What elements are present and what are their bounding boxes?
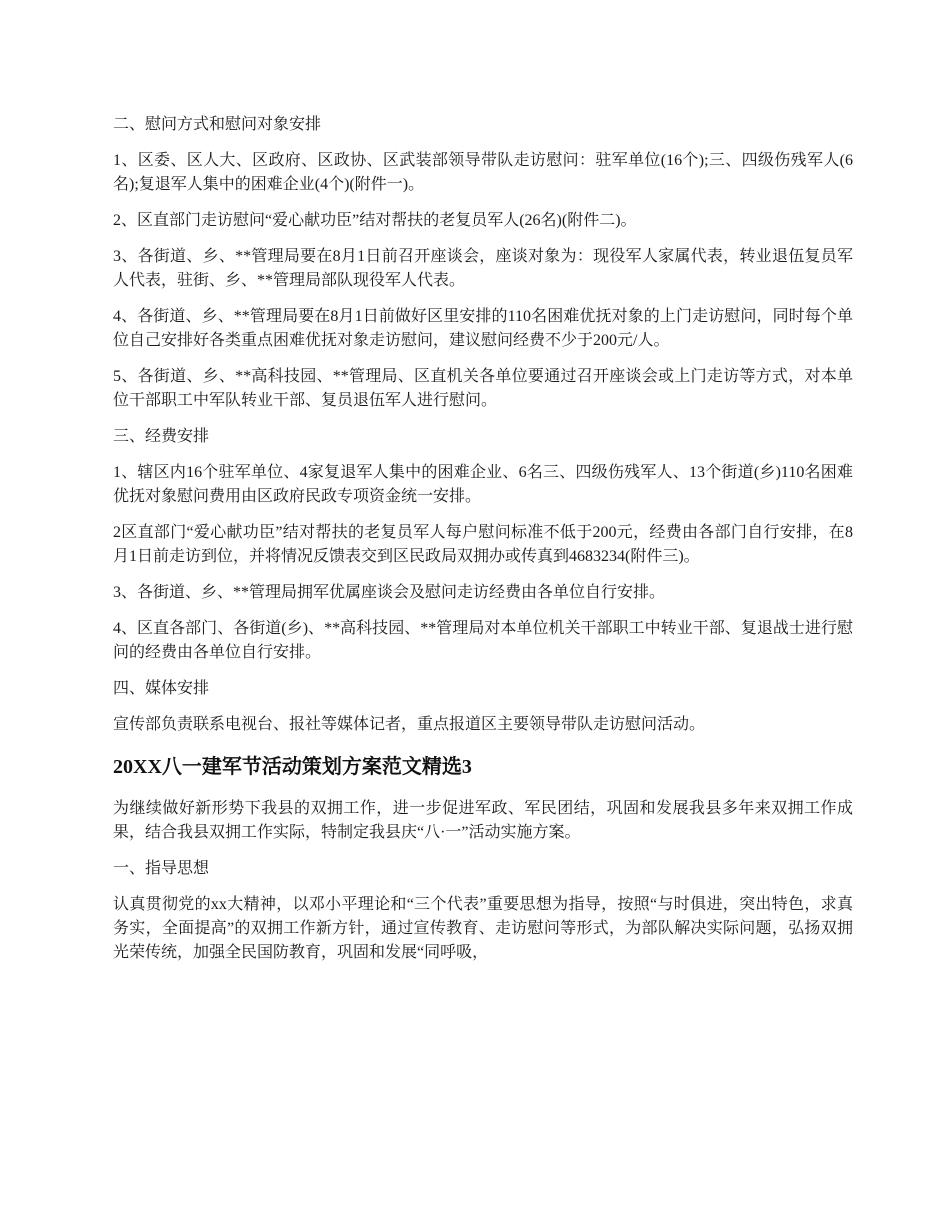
paragraph-item-3-2: 2区直部门“爱心献功臣”结对帮扶的老复员军人每户慰问标准不低于200元，经费由各部门自行安排，在8月1日前走访到位，并将情况反馈表交到区民政局双拥办或传真到4683234(附件三)。 [113,524,853,565]
paragraph-item-2-2: 2、区直部门走访慰问“爱心献功臣”结对帮扶的老复员军人(26名)(附件二)。 [113,212,637,229]
section-heading-4: 四、媒体安排 [113,680,210,697]
paragraph-media: 宣传部负责联系电视台、报社等媒体记者，重点报道区主要领导带队走访慰问活动。 [113,716,706,733]
document-page [113,113,853,977]
paragraph-item-2-1: 1、区委、区人大、区政府、区政协、区武装部领导带队走访慰问：驻军单位(16个);三、四级伤残军人(6名);复退军人集中的困难企业(4个)(附件一)。 [113,152,853,193]
paragraph-item-2-3: 3、各街道、乡、**管理局要在8月1日前召开座谈会，座谈对象为：现役军人家属代表，转业退伍复员军人代表，驻街、乡、**管理局部队现役军人代表。 [113,248,853,289]
paragraph-item-2-4: 4、各街道、乡、**管理局要在8月1日前做好区里安排的110名困难优抚对象的上门走访慰问，同时每个单位自己安排好各类重点困难优抚对象走访慰问，建议慰问经费不少于200元/人。 [113,308,853,349]
paragraph-item-3-4: 4、区直各部门、各街道(乡)、**高科技园、**管理局对本单位机关干部职工中转业干部、复退战士进行慰问的经费由各单位自行安排。 [113,620,853,661]
paragraph-item-3-3: 3、各街道、乡、**管理局拥军优属座谈会及慰问走访经费由各单位自行安排。 [113,584,666,601]
paragraph-guiding-idea: 认真贯彻党的xx大精神，以邓小平理论和“三个代表”重要思想为指导，按照“与时俱进，突出特色，求真务实，全面提高”的双拥工作新方针，通过宣传教育、走访慰问等形式，为部队解决实际问题，弘扬双拥光荣传统，加强全民国防教育，巩固和发展“同呼吸， [113,896,853,961]
article-title: 20XX八一建军节活动策划方案范文精选3 [113,756,472,778]
paragraph-item-2-5: 5、各街道、乡、**高科技园、**管理局、区直机关各单位要通过召开座谈会或上门走访等方式，对本单位干部职工中军队转业干部、复员退伍军人进行慰问。 [113,368,853,409]
paragraph-intro: 为继续做好新形势下我县的双拥工作，进一步促进军政、军民团结，巩固和发展我县多年来双拥工作成果，结合我县双拥工作实际，特制定我县庆“八·一”活动实施方案。 [113,800,853,841]
paragraph-item-3-1: 1、辖区内16个驻军单位、4家复退军人集中的困难企业、6名三、四级伤残军人、13个街道(乡)110名困难优抚对象慰问费用由区政府民政专项资金统一安排。 [113,464,853,505]
section-heading-2: 二、慰问方式和慰问对象安排 [113,116,322,133]
section-heading-3: 三、经费安排 [113,428,210,445]
section-heading-1: 一、指导思想 [113,860,210,877]
